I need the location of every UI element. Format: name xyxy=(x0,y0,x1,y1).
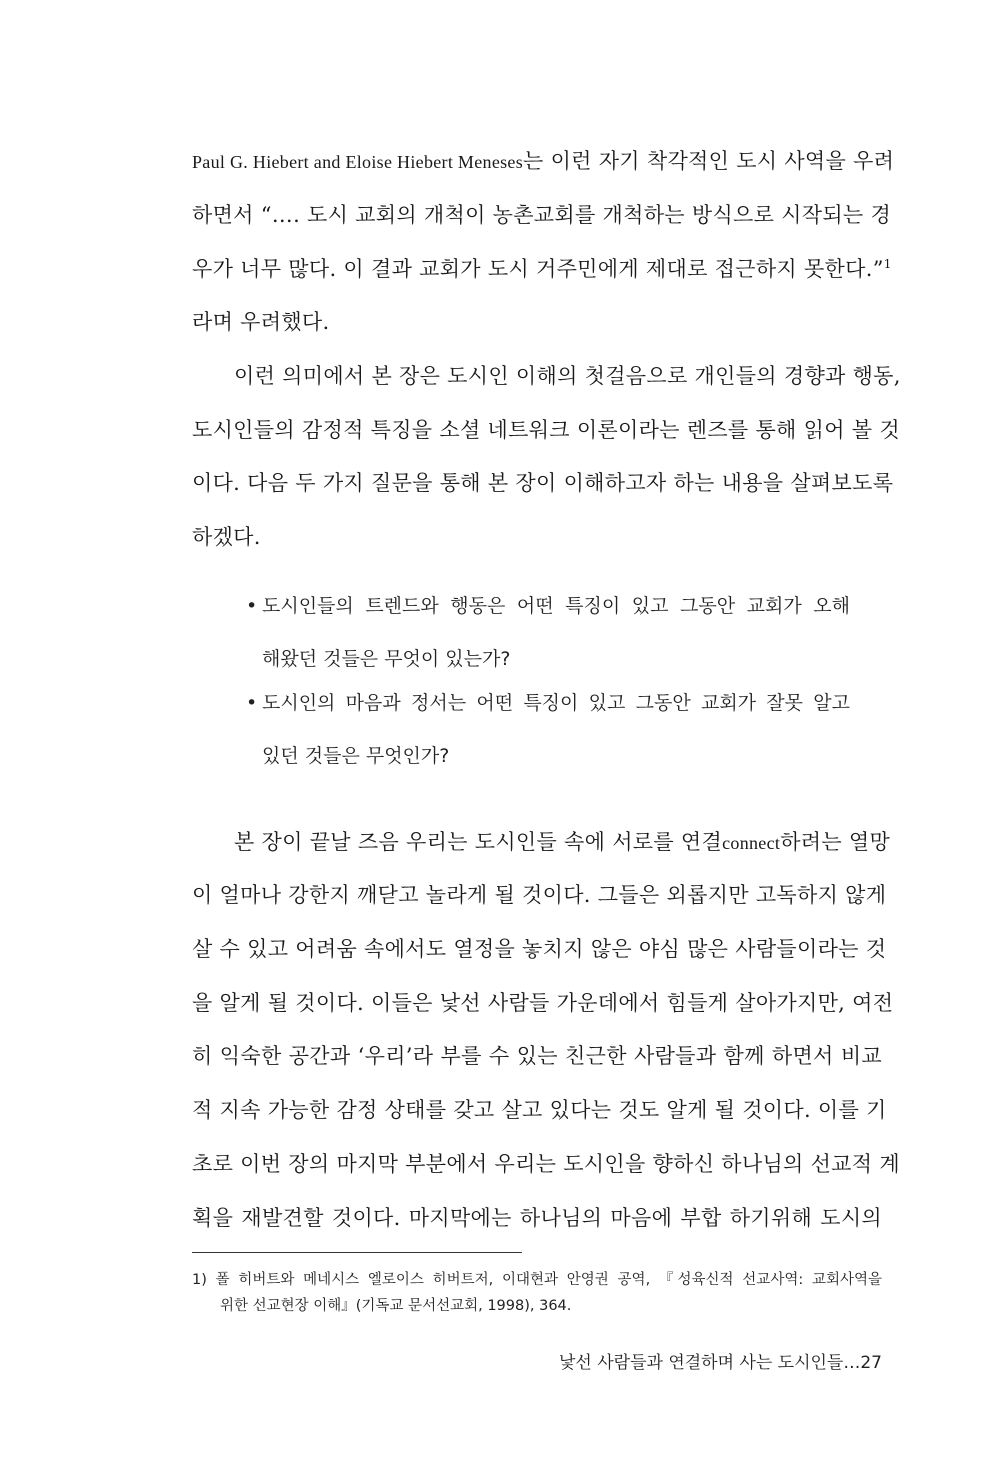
paragraph-2-line-4: 하겠다. xyxy=(192,525,261,549)
question-2-line-1 xyxy=(246,688,850,718)
question-1-line-2: 해왔던 것들은 무엇이 있는가? xyxy=(262,648,511,670)
footnote-divider xyxy=(192,1252,522,1253)
paragraph-3-line-1 xyxy=(234,826,891,858)
paragraph-3-line-7: 초로 이번 장의 마지막 부분에서 우리는 도시인을 향하신 하나님의 선교적 계 xyxy=(192,1152,900,1176)
author-names: Paul G. Hiebert and Eloise Hiebert Meneses xyxy=(192,152,524,172)
paragraph-3-line-2: 이 얼마나 강한지 깨닫고 놀라게 될 것이다. 그들은 외롭지만 고독하지 않게 xyxy=(192,883,887,907)
connect-term: connect xyxy=(722,833,781,853)
paragraph-3-line-6: 적 지속 가능한 감정 상태를 갖고 살고 있다는 것도 알게 될 것이다. 이를 기 xyxy=(192,1098,887,1122)
paragraph-3-line-4: 을 알게 될 것이다. 이들은 낯선 사람들 가운데에서 힘들게 살아가지만, 여전 xyxy=(192,991,894,1015)
paragraph-2-line-2: 도시인들의 감정적 특징을 소셜 네트워크 이론이라는 렌즈를 통해 읽어 볼 것 xyxy=(192,418,900,442)
question-2-text: 도시인의 마음과 정서는 어떤 특징이 있고 그동안 교회가 잘못 알고 xyxy=(262,692,850,714)
page-number: 27 xyxy=(860,1353,882,1373)
question-2-line-2: 있던 것들은 무엇인가? xyxy=(262,745,450,767)
paragraph-3-line-1-before: 본 장이 끝날 즈음 우리는 도시인들 속에 서로를 연결 xyxy=(234,830,723,854)
paragraph-1-line-1 xyxy=(192,145,895,177)
paragraph-1-line-4: 라며 우려했다. xyxy=(192,310,330,334)
paragraph-3-line-5: 히 익숙한 공간과 ‘우리’라 부를 수 있는 친근한 사람들과 함께 하면서 비교 xyxy=(192,1044,882,1068)
paragraph-2-line-3: 이다. 다음 두 가지 질문을 통해 본 장이 이해하고자 하는 내용을 살펴보도록 xyxy=(192,471,894,495)
paragraph-3-line-8: 획을 재발견할 것이다. 마지막에는 하나님의 마음에 부합 하기위해 도시의 xyxy=(192,1206,882,1230)
paragraph-3-line-3: 살 수 있고 어려움 속에서도 열정을 놓치지 않은 야심 많은 사람들이라는 것 xyxy=(192,937,887,961)
paragraph-3-line-1-after: 하려는 열망 xyxy=(780,830,891,854)
running-footer xyxy=(559,1348,882,1378)
question-1-line-1 xyxy=(246,591,850,621)
paragraph-1-line-3-text: 우가 너무 많다. 이 결과 교회가 도시 거주민에게 제대로 접근하지 못한다.” xyxy=(192,257,884,281)
question-1-text: 도시인들의 트렌드와 행동은 어떤 특징이 있고 그동안 교회가 오해 xyxy=(262,595,850,617)
paragraph-1-line-2: 하면서 “…. 도시 교회의 개척이 농촌교회를 개척하는 방식으로 시작되는 경 xyxy=(192,203,892,227)
running-title: 낯선 사람들과 연결하며 사는 도시인들… xyxy=(558,1353,861,1373)
footnote-line-2: 위한 선교현장 이해』(기독교 문서선교회, 1998), 364. xyxy=(220,1298,572,1314)
paragraph-2-line-1: 이런 의미에서 본 장은 도시인 이해의 첫걸음으로 개인들의 경향과 행동, xyxy=(234,364,901,388)
bullet-icon: • xyxy=(246,692,258,714)
paragraph-1-line-1-text: 는 이런 자기 착각적인 도시 사역을 우려 xyxy=(523,149,895,173)
footnote-line-1: 1) 폴 히버트와 메네시스 엘로이스 히버트저, 이대현과 안영권 공역, 『성육신적 선교사역: 교회사역을 xyxy=(192,1272,882,1288)
footnote-reference: 1 xyxy=(883,257,892,271)
bullet-icon: • xyxy=(246,595,258,617)
paragraph-1-line-3 xyxy=(192,253,892,285)
